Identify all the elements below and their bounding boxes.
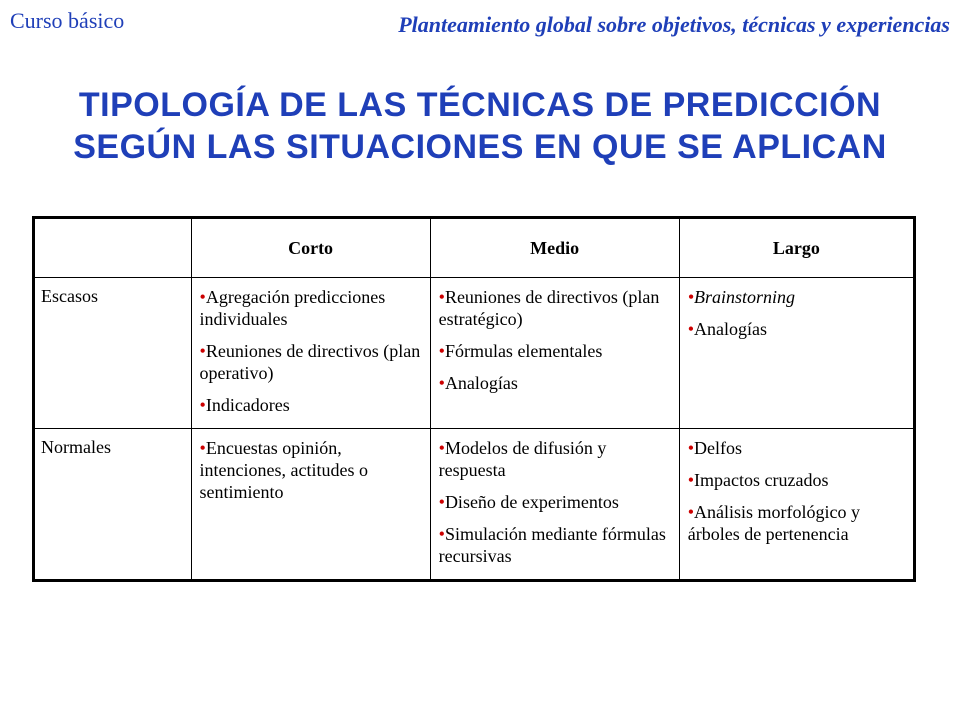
list-item: • Fórmulas elementales — [439, 340, 673, 362]
list-item: • Impactos cruzados — [688, 469, 907, 491]
list-item: • Reuniones de directivos (plan operativo) — [200, 340, 424, 384]
cell-normales-medio — [430, 429, 679, 581]
table-corner-cell — [34, 218, 192, 278]
cell-escasos-largo — [679, 278, 914, 429]
presentation-subtitle: Planteamiento global sobre objetivos, técnicas y experiencias — [398, 12, 950, 37]
slide-title — [0, 84, 960, 168]
table-header-row — [34, 218, 915, 278]
cell-escasos-medio — [430, 278, 679, 429]
list-item: • Analogías — [439, 372, 673, 394]
list-item: • Modelos de difusión y respuesta — [439, 437, 673, 481]
column-header-largo: Largo — [679, 218, 914, 278]
list-item: • Indicadores — [200, 394, 424, 416]
column-header-medio: Medio — [430, 218, 679, 278]
list-item: • Analogías — [688, 318, 907, 340]
course-label: Curso básico — [10, 8, 125, 33]
column-header-corto: Corto — [191, 218, 430, 278]
slide-title-line-1: TIPOLOGÍA DE LAS TÉCNICAS DE PREDICCIÓN — [78, 86, 882, 124]
list-item: • Reuniones de directivos (plan estratégico) — [439, 286, 673, 330]
slide-title-line-2: SEGÚN LAS SITUACIONES EN QUE SE APLICAN — [73, 128, 887, 166]
table-row-normales — [34, 429, 915, 581]
table-row-escasos — [34, 278, 915, 429]
list-item: • Brainstorning — [688, 286, 907, 308]
list-item: • Simulación mediante fórmulas recursivas — [439, 523, 673, 567]
list-item: • Análisis morfológico y árboles de pertenencia — [688, 501, 907, 545]
cell-normales-largo — [679, 429, 914, 581]
row-header-escasos: Escasos — [34, 278, 192, 429]
techniques-table — [32, 216, 916, 582]
list-item: • Diseño de experimentos — [439, 491, 673, 513]
row-header-normales: Normales — [34, 429, 192, 581]
list-item: • Encuestas opinión, intenciones, actitudes o sentimiento — [200, 437, 424, 503]
cell-escasos-corto — [191, 278, 430, 429]
list-item: • Delfos — [688, 437, 907, 459]
cell-normales-corto — [191, 429, 430, 581]
list-item: • Agregación predicciones individuales — [200, 286, 424, 330]
